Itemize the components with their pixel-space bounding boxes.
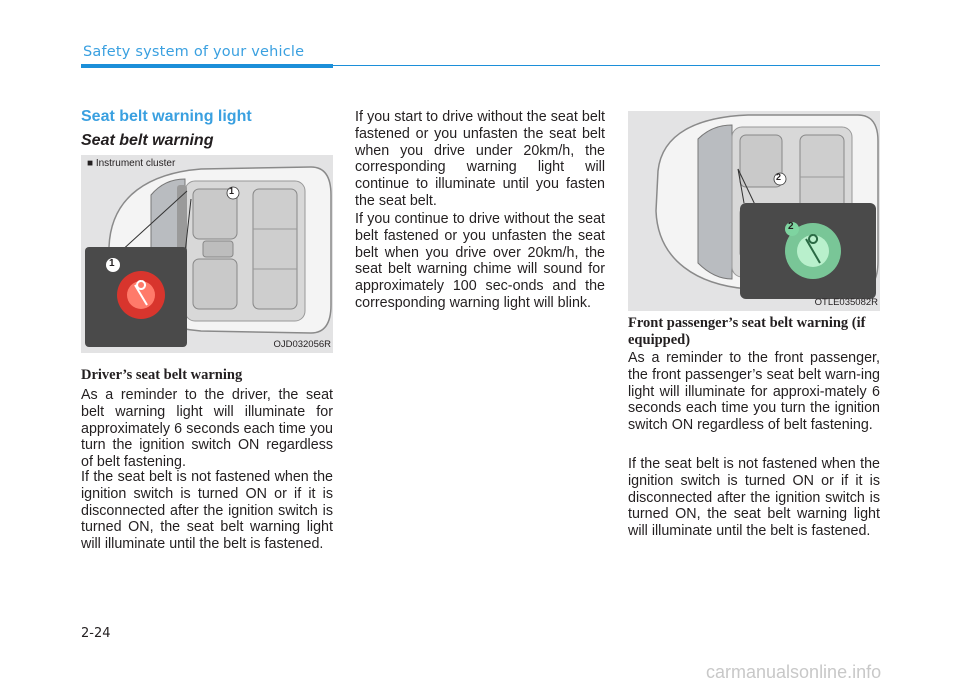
figure-caption: ■ Instrument cluster (87, 158, 176, 169)
sub-title: Seat belt warning (81, 132, 214, 149)
passenger-heading: Front passenger’s seat belt warning (if equipped) (628, 315, 866, 348)
header-rule-thin (333, 65, 880, 66)
callout-large-1: 1 (109, 258, 115, 269)
car-cabin-illustration-2 (628, 111, 880, 311)
drive-paragraph-2: If you continue to drive without the seat belt fastened or you unfasten the seat belt when you drive over 20km/h, the seat belt warning chime will sound for approximately 100 sec-onds and the corresponding warning light will blink. (355, 211, 605, 311)
driver-belt-figure (81, 155, 333, 353)
figure-code: OJD032056R (273, 339, 331, 350)
drive-paragraph-1: If you start to drive without the seat belt fastened or you unfasten the seat belt when you drive under 20km/h, the corresponding warning light will continue to illuminate until you fasten the seat belt. (355, 109, 605, 209)
figure-code-2: OTLE035082R (814, 297, 878, 308)
watermark: carmanualsonline.info (706, 662, 882, 682)
driver-paragraph-2: If the seat belt is not fastened when the ignition switch is turned ON or if it is disconnected after the ignition switch is turned ON, the seat belt warning light will illuminate until the belt is fastened. (81, 469, 333, 553)
callout-small-2: 2 (776, 172, 782, 182)
passenger-belt-figure (628, 111, 880, 311)
passenger-paragraph-2: If the seat belt is not fastened when the ignition switch is turned ON or if it is disconnected after the ignition switch is turned ON, the seat belt warning light will illuminate until the belt is fastened. (628, 456, 880, 540)
header-rule-thick (81, 64, 333, 68)
section-title: Seat belt warning light (81, 108, 252, 125)
driver-heading: Driver’s seat belt warning (81, 367, 243, 383)
driver-paragraph-1: As a reminder to the driver, the seat belt warning light will illuminate for approximately 6 seconds each time you turn the ignition switch ON regardless of belt fastening. (81, 387, 333, 471)
section-header: Safety system of your vehicle (83, 44, 305, 60)
callout-large-2: 2 (788, 221, 794, 232)
passenger-paragraph-1: As a reminder to the front passenger, the front passenger’s seat belt warn-ing light will illuminate for approxi-mately 6 seconds each time you turn the ignition switch ON regardless of belt fastening. (628, 350, 880, 434)
callout-small-1: 1 (229, 186, 235, 196)
car-cabin-illustration (81, 155, 333, 353)
page-number: 2-24 (81, 626, 111, 641)
